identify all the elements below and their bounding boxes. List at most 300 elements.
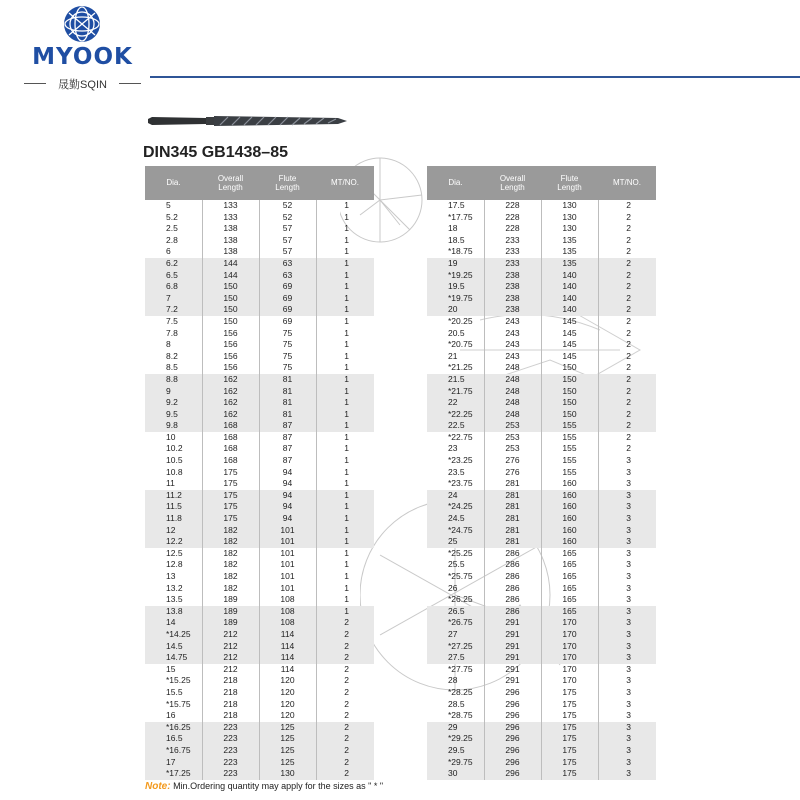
cell-flute-length: 94 <box>282 466 293 477</box>
cell-dia: *27.25 <box>448 640 473 651</box>
cell-overall-length: 228 <box>505 211 520 222</box>
cell-dia: *20.25 <box>448 315 473 326</box>
cell-overall-length: 168 <box>223 420 238 431</box>
cell-flute-length: 94 <box>282 489 293 500</box>
cell-overall-length: 223 <box>223 721 238 732</box>
spec-table-left <box>145 166 374 780</box>
cell-mt-no: 1 <box>344 571 349 581</box>
cell-overall-length: 223 <box>223 768 238 779</box>
cell-flute-length: 165 <box>562 605 577 616</box>
cell-overall-length: 228 <box>505 200 520 210</box>
cell-mt-no: 2 <box>626 397 631 408</box>
cell-dia: 6.8 <box>166 281 178 292</box>
cell-dia: 18 <box>448 223 458 234</box>
cell-flute-length: 130 <box>562 223 577 234</box>
cell-flute-length: 140 <box>562 281 577 292</box>
cell-mt-no: 2 <box>626 281 631 292</box>
cell-mt-no: 1 <box>344 501 349 512</box>
cell-flute-length: 160 <box>562 501 577 512</box>
cell-overall-length: 175 <box>223 513 238 524</box>
header-flute-length: Flute Length <box>557 173 582 192</box>
cell-mt-no: 1 <box>344 408 349 419</box>
cell-mt-no: 2 <box>626 362 631 373</box>
cell-overall-length: 138 <box>223 223 238 234</box>
cell-flute-length: 52 <box>282 200 293 210</box>
cell-mt-no: 1 <box>344 315 349 326</box>
cell-mt-no: 3 <box>626 455 631 466</box>
cell-mt-no: 1 <box>344 292 349 303</box>
cell-dia: 6.5 <box>166 269 178 280</box>
cell-dia: 11 <box>166 478 175 489</box>
cell-dia: *15.25 <box>166 675 191 686</box>
cell-mt-no: 1 <box>344 513 349 524</box>
cell-flute-length: 155 <box>562 431 577 442</box>
cell-dia: *18.75 <box>448 246 473 257</box>
cell-overall-length: 150 <box>223 304 238 315</box>
cell-flute-length: 108 <box>280 605 295 616</box>
cell-overall-length: 150 <box>223 315 238 326</box>
cell-overall-length: 175 <box>223 466 238 477</box>
cell-overall-length: 253 <box>505 443 520 454</box>
cell-overall-length: 243 <box>505 350 520 361</box>
cell-overall-length: 218 <box>223 686 238 697</box>
cell-flute-length: 114 <box>280 652 295 663</box>
cell-mt-no: 2 <box>626 234 631 245</box>
cell-mt-no: 1 <box>344 246 349 257</box>
cell-dia: 13 <box>166 571 176 581</box>
cell-overall-length: 248 <box>505 408 520 419</box>
cell-mt-no: 3 <box>626 710 631 721</box>
cell-dia: 13.8 <box>166 605 183 616</box>
cell-overall-length: 243 <box>505 339 520 350</box>
cell-overall-length: 248 <box>505 362 520 373</box>
cell-flute-length: 170 <box>562 652 577 663</box>
cell-overall-length: 144 <box>223 257 238 268</box>
cell-overall-length: 138 <box>223 246 238 257</box>
header-rule <box>150 76 800 78</box>
cell-flute-length: 120 <box>280 698 295 709</box>
cell-flute-length: 57 <box>282 223 293 234</box>
cell-dia: *24.75 <box>448 524 473 535</box>
cell-flute-length: 135 <box>562 234 577 245</box>
column-divider <box>484 200 485 780</box>
cell-flute-length: 170 <box>562 628 577 639</box>
cell-overall-length: 253 <box>505 431 520 442</box>
header-overall-length: Overall Length <box>499 173 526 192</box>
cell-overall-length: 291 <box>505 628 520 639</box>
cell-dia: 14.75 <box>166 652 188 663</box>
cell-dia: *24.25 <box>448 501 473 512</box>
cell-mt-no: 1 <box>344 524 349 535</box>
cell-dia: *19.25 <box>448 269 473 280</box>
cell-flute-length: 101 <box>280 524 295 535</box>
cell-mt-no: 1 <box>344 327 349 338</box>
cell-overall-length: 162 <box>223 373 238 384</box>
cell-flute-length: 125 <box>280 756 295 767</box>
table-body <box>427 200 656 780</box>
cell-dia: 20 <box>448 304 458 315</box>
cell-flute-length: 155 <box>562 443 577 454</box>
cell-dia: 23.5 <box>448 466 465 477</box>
cell-flute-length: 175 <box>562 768 577 779</box>
divider <box>119 83 141 84</box>
cell-dia: 22.5 <box>448 420 465 431</box>
cell-flute-length: 160 <box>562 524 577 535</box>
cell-overall-length: 276 <box>505 466 520 477</box>
cell-dia: *15.75 <box>166 698 191 709</box>
cell-flute-length: 170 <box>562 617 577 628</box>
cell-overall-length: 243 <box>505 315 520 326</box>
cell-flute-length: 175 <box>562 710 577 721</box>
cell-dia: 12.2 <box>166 536 183 547</box>
cell-mt-no: 2 <box>626 420 631 431</box>
cell-mt-no: 2 <box>626 200 631 210</box>
cell-flute-length: 165 <box>562 582 577 593</box>
cell-flute-length: 150 <box>562 408 577 419</box>
cell-overall-length: 286 <box>505 559 520 570</box>
cell-dia: *16.75 <box>166 744 191 755</box>
cell-dia: 13.5 <box>166 594 183 605</box>
cell-dia: 10.2 <box>166 443 183 454</box>
cell-flute-length: 175 <box>562 721 577 732</box>
cell-mt-no: 2 <box>344 768 349 779</box>
cell-dia: 27.5 <box>448 652 465 663</box>
cell-flute-length: 140 <box>562 269 577 280</box>
cell-mt-no: 3 <box>626 559 631 570</box>
cell-dia: 7 <box>166 292 171 303</box>
cell-flute-length: 52 <box>282 211 293 222</box>
cell-dia: 26 <box>448 582 458 593</box>
cell-dia: 9.8 <box>166 420 178 431</box>
cell-flute-length: 135 <box>562 257 577 268</box>
cell-overall-length: 281 <box>505 536 520 547</box>
cell-flute-length: 81 <box>282 385 293 396</box>
cell-flute-length: 175 <box>562 733 577 744</box>
cell-dia: 8.8 <box>166 373 178 384</box>
cell-overall-length: 286 <box>505 571 520 581</box>
cell-dia: 19 <box>448 257 458 268</box>
cell-flute-length: 87 <box>282 443 293 454</box>
cell-dia: 16 <box>166 710 176 721</box>
cell-flute-length: 69 <box>282 281 293 292</box>
cell-mt-no: 1 <box>344 582 349 593</box>
cell-overall-length: 228 <box>505 223 520 234</box>
table-header <box>427 166 656 200</box>
cell-overall-length: 182 <box>223 524 238 535</box>
cell-flute-length: 175 <box>562 698 577 709</box>
cell-dia: *28.25 <box>448 686 473 697</box>
cell-overall-length: 291 <box>505 617 520 628</box>
cell-overall-length: 212 <box>223 652 238 663</box>
cell-dia: 10.8 <box>166 466 183 477</box>
table-header <box>145 166 374 200</box>
cell-dia: *29.25 <box>448 733 473 744</box>
cell-overall-length: 296 <box>505 710 520 721</box>
cell-mt-no: 2 <box>344 756 349 767</box>
cell-mt-no: 3 <box>626 721 631 732</box>
header-dia: Dia. <box>166 178 181 188</box>
cell-flute-length: 114 <box>280 628 295 639</box>
cell-overall-length: 233 <box>505 257 520 268</box>
cell-overall-length: 162 <box>223 408 238 419</box>
cell-mt-no: 3 <box>626 536 631 547</box>
cell-overall-length: 175 <box>223 501 238 512</box>
cell-overall-length: 212 <box>223 628 238 639</box>
cell-flute-length: 87 <box>282 420 293 431</box>
cell-flute-length: 94 <box>282 501 293 512</box>
brand-logo <box>20 4 145 96</box>
cell-dia: 7.8 <box>166 327 178 338</box>
cell-mt-no: 1 <box>344 281 349 292</box>
cell-flute-length: 63 <box>282 269 293 280</box>
cell-flute-length: 165 <box>562 547 577 558</box>
cell-mt-no: 1 <box>344 536 349 547</box>
cell-overall-length: 281 <box>505 501 520 512</box>
cell-dia: 21.5 <box>448 373 465 384</box>
cell-overall-length: 243 <box>505 327 520 338</box>
cell-overall-length: 138 <box>223 234 238 245</box>
cell-mt-no: 2 <box>626 269 631 280</box>
cell-overall-length: 281 <box>505 524 520 535</box>
cell-mt-no: 3 <box>626 652 631 663</box>
brand-name: MYOOK <box>32 44 133 70</box>
cell-dia: 12 <box>166 524 176 535</box>
ordering-note <box>145 781 383 792</box>
cell-dia: 29.5 <box>448 744 465 755</box>
cell-flute-length: 101 <box>280 571 295 581</box>
cell-overall-length: 223 <box>223 744 238 755</box>
cell-flute-length: 175 <box>562 756 577 767</box>
cell-mt-no: 3 <box>626 663 631 674</box>
cell-overall-length: 281 <box>505 478 520 489</box>
cell-dia: 24.5 <box>448 513 465 524</box>
cell-dia: 9.2 <box>166 397 178 408</box>
header-flute-length: Flute Length <box>275 173 300 192</box>
cell-dia: 9 <box>166 385 171 396</box>
cell-flute-length: 87 <box>282 431 293 442</box>
cell-mt-no: 1 <box>344 234 349 245</box>
cell-overall-length: 291 <box>505 675 520 686</box>
cell-flute-length: 75 <box>282 362 293 373</box>
cell-mt-no: 3 <box>626 594 631 605</box>
header-overall-length: Overall Length <box>217 173 244 192</box>
cell-overall-length: 218 <box>223 698 238 709</box>
spec-table-right <box>427 166 656 780</box>
cell-mt-no: 1 <box>344 339 349 350</box>
cell-dia: *20.75 <box>448 339 473 350</box>
cell-dia: 15.5 <box>166 686 183 697</box>
cell-overall-length: 150 <box>223 281 238 292</box>
cell-mt-no: 3 <box>626 640 631 651</box>
cell-mt-no: 1 <box>344 431 349 442</box>
cell-flute-length: 101 <box>280 547 295 558</box>
cell-mt-no: 2 <box>344 721 349 732</box>
cell-flute-length: 63 <box>282 257 293 268</box>
cell-dia: 30 <box>448 768 458 779</box>
cell-flute-length: 114 <box>280 640 295 651</box>
cell-flute-length: 57 <box>282 234 293 245</box>
cell-dia: 10 <box>166 431 176 442</box>
cell-mt-no: 1 <box>344 304 349 315</box>
brand-subtitle-row <box>20 76 145 90</box>
cell-mt-no: 1 <box>344 559 349 570</box>
column-divider <box>598 200 599 780</box>
cell-mt-no: 3 <box>626 605 631 616</box>
cell-mt-no: 1 <box>344 594 349 605</box>
cell-mt-no: 3 <box>626 466 631 477</box>
note-text: Min.Ordering quantity may apply for the sizes as " * " <box>170 781 384 791</box>
cell-dia: 12.5 <box>166 547 183 558</box>
cell-dia: *27.75 <box>448 663 473 674</box>
cell-mt-no: 1 <box>344 605 349 616</box>
cell-overall-length: 168 <box>223 455 238 466</box>
cell-mt-no: 3 <box>626 756 631 767</box>
cell-flute-length: 108 <box>280 594 295 605</box>
cell-overall-length: 156 <box>223 362 238 373</box>
cell-flute-length: 150 <box>562 397 577 408</box>
cell-overall-length: 144 <box>223 269 238 280</box>
cell-mt-no: 1 <box>344 362 349 373</box>
cell-mt-no: 2 <box>626 408 631 419</box>
cell-dia: *16.25 <box>166 721 191 732</box>
cell-flute-length: 81 <box>282 397 293 408</box>
cell-mt-no: 2 <box>626 223 631 234</box>
cell-mt-no: 3 <box>626 698 631 709</box>
cell-mt-no: 2 <box>344 698 349 709</box>
cell-dia: 19.5 <box>448 281 465 292</box>
cell-flute-length: 101 <box>280 536 295 547</box>
cell-mt-no: 2 <box>344 617 349 628</box>
cell-mt-no: 2 <box>626 339 631 350</box>
cell-overall-length: 150 <box>223 292 238 303</box>
cell-overall-length: 296 <box>505 733 520 744</box>
cell-mt-no: 3 <box>626 571 631 581</box>
cell-dia: 2.5 <box>166 223 178 234</box>
cell-mt-no: 2 <box>626 315 631 326</box>
cell-dia: 7.5 <box>166 315 178 326</box>
cell-dia: *29.75 <box>448 756 473 767</box>
cell-flute-length: 69 <box>282 304 293 315</box>
cell-mt-no: 1 <box>344 489 349 500</box>
cell-dia: *19.75 <box>448 292 473 303</box>
cell-overall-length: 212 <box>223 640 238 651</box>
cell-flute-length: 155 <box>562 455 577 466</box>
cell-dia: 8.5 <box>166 362 178 373</box>
cell-dia: 6 <box>166 246 171 257</box>
cell-overall-length: 286 <box>505 547 520 558</box>
cell-flute-length: 160 <box>562 478 577 489</box>
cell-mt-no: 3 <box>626 768 631 779</box>
cell-dia: 12.8 <box>166 559 183 570</box>
header-mt-no: MT/NO. <box>613 178 641 188</box>
cell-dia: 5 <box>166 200 171 210</box>
cell-dia: 25.5 <box>448 559 465 570</box>
cell-mt-no: 2 <box>344 628 349 639</box>
cell-overall-length: 233 <box>505 246 520 257</box>
cell-dia: *26.25 <box>448 594 473 605</box>
cell-dia: 10.5 <box>166 455 183 466</box>
cell-mt-no: 2 <box>626 373 631 384</box>
cell-dia: 11.8 <box>166 513 182 524</box>
cell-flute-length: 125 <box>280 721 295 732</box>
cell-dia: 14 <box>166 617 176 628</box>
cell-mt-no: 2 <box>626 246 631 257</box>
cell-dia: 11.2 <box>166 489 182 500</box>
cell-flute-length: 125 <box>280 733 295 744</box>
cell-flute-length: 120 <box>280 686 295 697</box>
cell-flute-length: 108 <box>280 617 295 628</box>
cell-flute-length: 120 <box>280 710 295 721</box>
cell-overall-length: 291 <box>505 640 520 651</box>
cell-dia: *22.75 <box>448 431 473 442</box>
cell-overall-length: 286 <box>505 594 520 605</box>
cell-flute-length: 125 <box>280 744 295 755</box>
cell-overall-length: 133 <box>223 200 238 210</box>
cell-overall-length: 156 <box>223 339 238 350</box>
brand-subtitle: 晟勤SQIN <box>58 79 107 91</box>
cell-overall-length: 182 <box>223 547 238 558</box>
cell-dia: 6.2 <box>166 257 178 268</box>
cell-mt-no: 3 <box>626 686 631 697</box>
cell-mt-no: 3 <box>626 675 631 686</box>
cell-flute-length: 145 <box>562 350 577 361</box>
cell-flute-length: 75 <box>282 350 293 361</box>
cell-mt-no: 3 <box>626 524 631 535</box>
cell-mt-no: 1 <box>344 257 349 268</box>
cell-overall-length: 189 <box>223 605 238 616</box>
cell-overall-length: 168 <box>223 443 238 454</box>
cell-overall-length: 238 <box>505 269 520 280</box>
cell-dia: 17 <box>166 756 176 767</box>
cell-mt-no: 2 <box>626 211 631 222</box>
cell-dia: 9.5 <box>166 408 178 419</box>
cell-dia: 15 <box>166 663 176 674</box>
cell-dia: 22 <box>448 397 458 408</box>
cell-mt-no: 3 <box>626 582 631 593</box>
cell-flute-length: 160 <box>562 489 577 500</box>
header-mt-no: MT/NO. <box>331 178 359 188</box>
cell-dia: 23 <box>448 443 458 454</box>
cell-dia: *26.75 <box>448 617 473 628</box>
cell-dia: *17.25 <box>166 768 191 779</box>
cell-dia: 21 <box>448 350 458 361</box>
cell-mt-no: 1 <box>344 385 349 396</box>
cell-dia: 7.2 <box>166 304 178 315</box>
cell-mt-no: 1 <box>344 269 349 280</box>
cell-overall-length: 276 <box>505 455 520 466</box>
cell-overall-length: 248 <box>505 373 520 384</box>
cell-dia: 29 <box>448 721 458 732</box>
cell-flute-length: 75 <box>282 327 293 338</box>
cell-flute-length: 135 <box>562 246 577 257</box>
cell-dia: 2.8 <box>166 234 178 245</box>
header-dia: Dia. <box>448 178 463 188</box>
cell-dia: 8.2 <box>166 350 178 361</box>
cell-dia: *23.25 <box>448 455 473 466</box>
cell-flute-length: 87 <box>282 455 293 466</box>
cell-mt-no: 1 <box>344 373 349 384</box>
drill-bit-image <box>148 110 348 132</box>
cell-overall-length: 168 <box>223 431 238 442</box>
cell-flute-length: 69 <box>282 292 293 303</box>
cell-overall-length: 162 <box>223 397 238 408</box>
cell-flute-length: 94 <box>282 513 293 524</box>
cell-overall-length: 223 <box>223 756 238 767</box>
cell-mt-no: 3 <box>626 513 631 524</box>
cell-flute-length: 170 <box>562 640 577 651</box>
cell-mt-no: 2 <box>626 292 631 303</box>
column-divider <box>202 200 203 780</box>
